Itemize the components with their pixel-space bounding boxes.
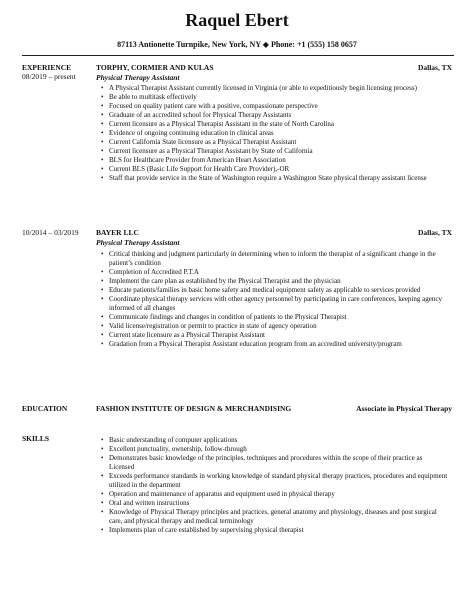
list-item: • Communicate findings and changes in condition of patients to the Physical Therapist: [109, 313, 449, 322]
education-degree: Associate in Physical Therapy: [356, 404, 452, 413]
list-item: • A Physical Therapist Assistant currently licensed in Virginia (or able to expeditiously begin licensing process): [109, 84, 449, 93]
resume-name: Raquel Ebert: [185, 10, 289, 30]
header-divider: [22, 55, 454, 56]
job-company: BAYER LLC: [96, 228, 139, 237]
list-item: • BLS for Healthcare Provider from American Heart Association: [109, 156, 449, 165]
list-item: • Implement the care plan as established by the Physical Therapist and the physician: [109, 277, 449, 286]
job-title: Physical Therapy Assistant: [96, 73, 180, 82]
education-section-label: EDUCATION: [22, 404, 68, 413]
list-item: • Current California State licensure as a Physical Therapist Assistant: [109, 138, 449, 147]
list-item: • Basic understanding of computer applications: [109, 436, 449, 445]
list-item: • Current licensure as a Physical Therapist Assistant by State of California: [109, 147, 449, 156]
job-title: Physical Therapy Assistant: [96, 238, 180, 247]
list-item: • Completion of Accredited P.T.A: [109, 268, 449, 277]
list-item: • Focused on quality patient care with a positive, compassionate perspective: [109, 102, 449, 111]
list-item: • Staff that provide service in the State of Washington require a Washington State physical therapy assistant license: [109, 174, 449, 183]
list-item: • Operation and maintenance of apparatus and equipment used in physical therapy: [109, 490, 449, 499]
job-location: Dallas, TX: [417, 63, 452, 72]
list-item: • Demonstrates basic knowledge of the principles, techniques and procedures within the scope of their practice as Licensed: [109, 454, 449, 472]
list-item: • Evidence of ongoing continuing education in clinical areas: [109, 129, 449, 138]
list-item: • Coordinate physical therapy services with other agency personnel by participating in care conferences, keeping agency informed of all changes: [109, 295, 449, 313]
experience-section-label: EXPERIENCE: [22, 63, 72, 72]
list-item: • Oral and written instructions: [109, 499, 449, 508]
job-bullet-list: [109, 84, 449, 183]
list-item: • Critical thinking and judgment particularly in determining when to inform the therapist of a significant change in the patient’s condition: [109, 250, 449, 268]
list-item: • Educate patients/families in basic home safety and medical equipment safety as applicable to services provided: [109, 286, 449, 295]
job-bullet-list: [109, 250, 449, 349]
list-item: • Graduate of an accredited school for Physical Therapy Assistants: [109, 111, 449, 120]
list-item: • Exceeds performance standards in working knowledge of standard physical therapy practices, procedures and equipment utilized in the department: [109, 472, 449, 490]
list-item: • Be able to multitask effectively: [109, 93, 449, 102]
job-dates: 08/2019 – present: [22, 72, 76, 81]
job-dates: 10/2014 – 03/2019: [22, 228, 79, 237]
list-item: • Current state licensure as a Physical Therapist Assistant: [109, 331, 449, 340]
list-item: • Implements plan of care established by supervising physical therapist: [109, 526, 449, 535]
list-item: • Current BLS (Basic Life Support for Health Care Provider),-OR: [109, 165, 449, 174]
list-item: • Excellent punctuality, ownership, follow-through: [109, 445, 449, 454]
list-item: • Knowledge of Physical Therapy principles and practices, general anatomy and physiology, diseases and post surgical care, and physical therapy and medical terminology: [109, 508, 449, 526]
education-school: FASHION INSTITUTE OF DESIGN & MERCHANDISING: [96, 404, 292, 413]
skills-section-label: SKILLS: [22, 434, 50, 443]
job-location: Dallas, TX: [417, 228, 452, 237]
job-company: TORPHY, CORMIER AND KULAS: [96, 63, 214, 72]
list-item: • Gradation from a Physical Therapist Assistant education program from an accredited university/program: [109, 340, 449, 349]
list-item: • Valid license/registration or permit to practice in state of agency operation: [109, 322, 449, 331]
contact-line: 87113 Antionette Turnpike, New York, NY ◆ Phone: +1 (555) 158 0657: [117, 40, 357, 49]
list-item: • Current licensure as a Physical Therapist Assistant in the state of North Carolina: [109, 120, 449, 129]
skills-bullet-list: [109, 436, 449, 535]
